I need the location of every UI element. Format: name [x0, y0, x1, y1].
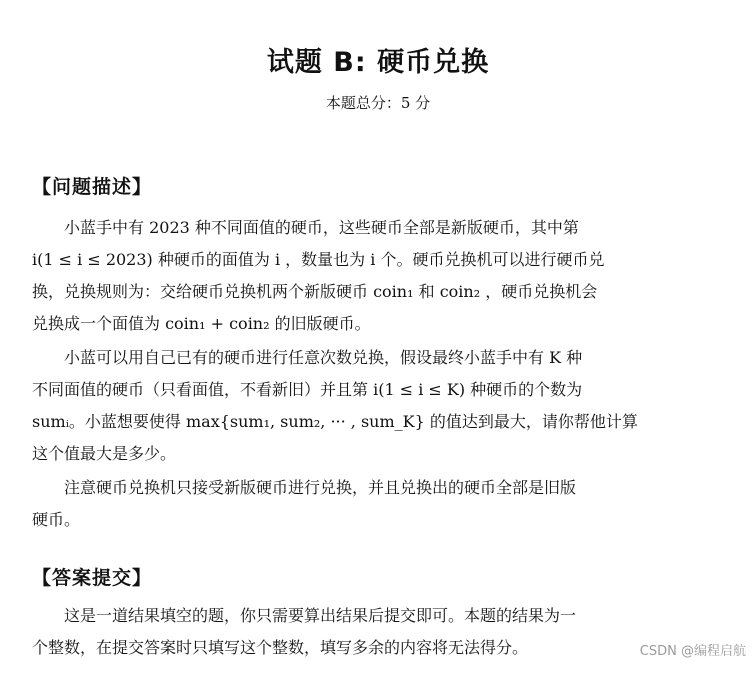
paragraph-line: 兑换成一个面值为 coin₁ + coin₂ 的旧版硬币。: [32, 314, 371, 333]
paragraph-line: 小蓝手中有 2023 种不同面值的硬币，这些硬币全部是新版硬币，其中第: [64, 218, 579, 237]
paragraph-line: 换，兑换规则为：交给硬币兑换机两个新版硬币 coin₁ 和 coin₂ ，硬币兑换机会: [32, 282, 598, 301]
paragraph-line: 硬币。: [32, 510, 81, 529]
paragraph-line: i(1 ≤ i ≤ 2023) 种硬币的面值为 i ，数量也为 i 个。硬币兑换机可以进行硬币兑: [32, 250, 605, 269]
paragraph-line: 个整数，在提交答案时只填写这个整数，填写多余的内容将无法得分。: [32, 638, 529, 657]
problem-title: 试题 B: 硬币兑换: [266, 47, 490, 78]
submission-paragraph: [32, 600, 724, 664]
answer-submission-heading: 【答案提交】: [32, 567, 153, 589]
problem-paragraph-2: [32, 342, 724, 470]
paragraph-line: 不同面值的硬币（只看面值，不看新旧）并且第 i(1 ≤ i ≤ K) 种硬币的个数为: [32, 380, 583, 399]
problem-paragraph-3: [32, 472, 724, 536]
csdn-watermark: CSDN @编程启航: [639, 644, 746, 659]
total-score: 本题总分：5 分: [325, 94, 431, 112]
paragraph-line: sumᵢ。小蓝想要使得 max{sum₁, sum₂, ··· , sum_K} 的值达到最大，请你帮他计算: [32, 412, 638, 431]
paragraph-line: 这个值最大是多少。: [32, 444, 177, 463]
problem-paragraph-1: [32, 212, 724, 340]
paragraph-line: 小蓝可以用自己已有的硬币进行任意次数兑换，假设最终小蓝手中有 K 种: [64, 348, 583, 367]
problem-description-heading: 【问题描述】: [32, 176, 153, 198]
paragraph-line: 这是一道结果填空的题，你只需要算出结果后提交即可。本题的结果为一: [64, 606, 577, 625]
paragraph-line: 注意硬币兑换机只接受新版硬币进行兑换，并且兑换出的硬币全部是旧版: [64, 478, 577, 497]
